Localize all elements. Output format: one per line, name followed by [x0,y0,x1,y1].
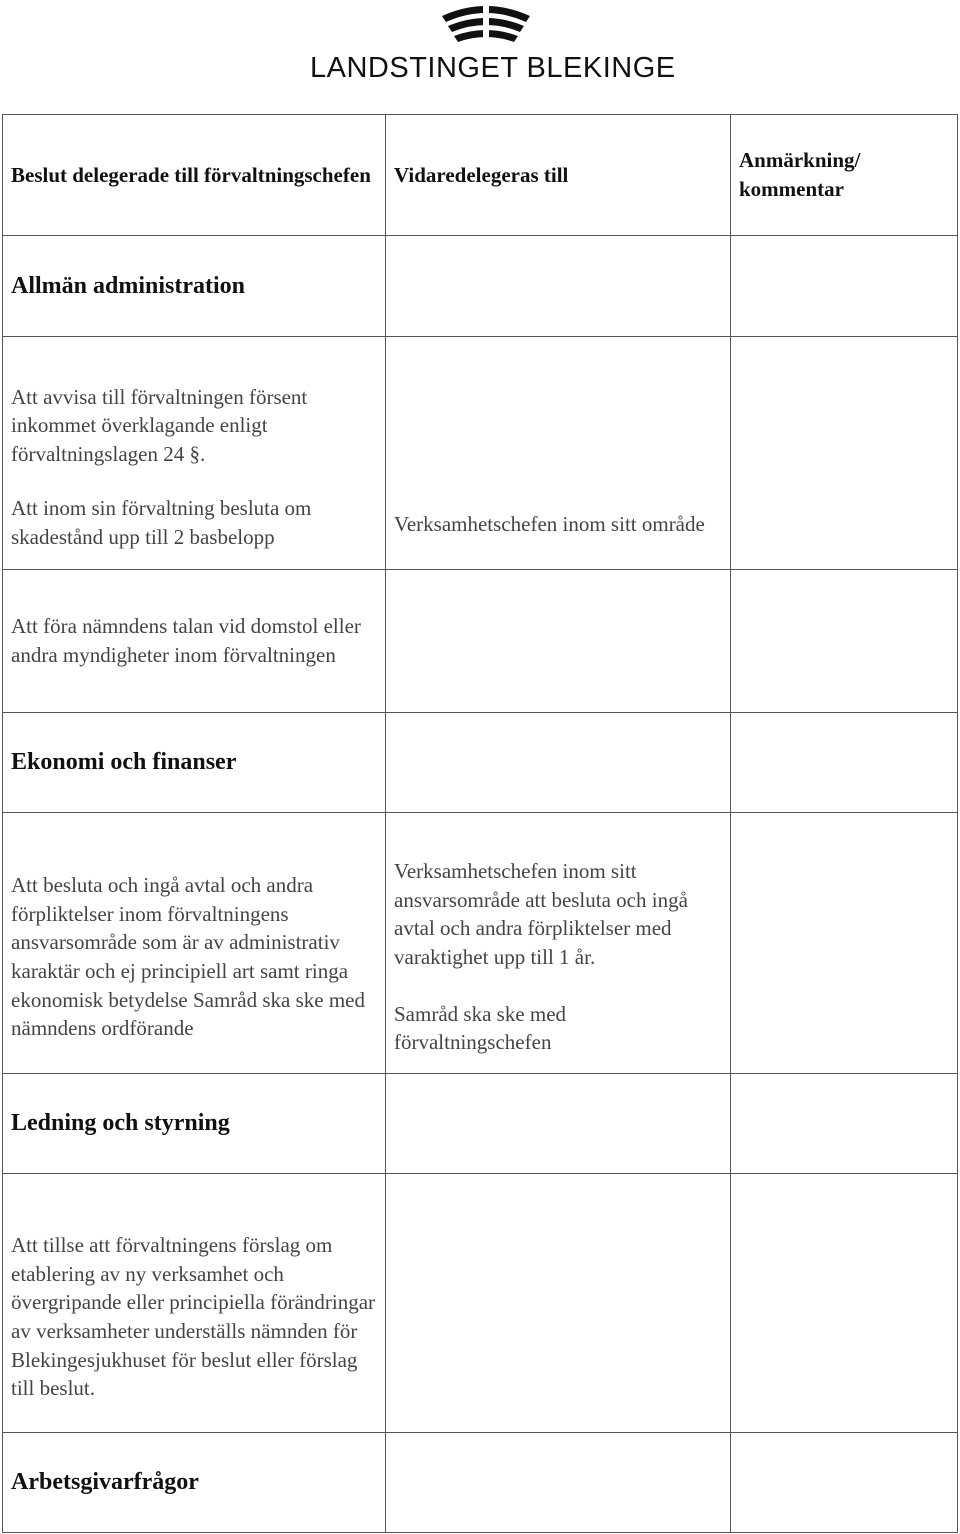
logo-text: LANDSTINGET BLEKINGE [310,52,676,84]
delegate-cell: Verksamhetschefen inom sitt område [386,337,731,570]
column-header-decision: Beslut delegerade till förvaltningschefen [3,115,386,236]
section-row [3,1433,958,1533]
section-row [3,713,958,813]
empty-cell [731,1074,958,1174]
decision-cell [3,337,386,570]
empty-cell [386,236,731,337]
delegate-cell [386,1174,731,1433]
section-title: Allmän administration [3,236,386,337]
delegate-text: Samråd ska ske med förvaltningschefen [394,1001,567,1055]
landstinget-blekinge-logo [300,0,680,96]
decision-text: Att avvisa till förvaltningen försent inkommet överklagande enligt förvaltningslagen 24 §. [11,384,308,467]
table-row [3,337,958,570]
decision-cell: Att föra nämndens talan vid domstol eller andra myndigheter inom förvaltningen [3,570,386,713]
empty-cell [731,236,958,337]
section-title: Arbetsgivarfrågor [3,1433,386,1533]
section-title: Ekonomi och finanser [3,713,386,813]
decision-cell: Att tillse att förvaltningens förslag om etablering av ny verksamhet och övergripande eller principiella förändringar av verksamheter underställs nämnden för Blekingesjukhuset för beslut eller förslag till beslut. [3,1174,386,1433]
comment-cell [731,570,958,713]
empty-cell [386,1074,731,1174]
section-title: Ledning och styrning [3,1074,386,1174]
table-row [3,1174,958,1433]
boat-emblem-icon [436,2,536,50]
comment-cell [731,1174,958,1433]
delegate-cell [386,570,731,713]
empty-cell [386,713,731,813]
column-header-delegate: Vidaredelegeras till [386,115,731,236]
decision-cell: Att besluta och ingå avtal och andra förpliktelser inom förvaltningens ansvarsområde som är av administrativ karaktär och ej principiell art samt ringa ekonomisk betydelse Samråd ska ske med nämndens ordförande [3,813,386,1074]
delegate-cell [386,813,731,1074]
delegation-table [2,114,958,1533]
table-row [3,570,958,713]
column-header-comment: Anmärkning/ kommentar [731,115,958,236]
section-row [3,236,958,337]
table-header-row [3,115,958,236]
comment-cell [731,337,958,570]
table-row [3,813,958,1074]
empty-cell [731,713,958,813]
comment-cell [731,813,958,1074]
delegate-text: Verksamhetschefen inom sitt ansvarsområde att besluta och ingå avtal och andra förpliktelser med varaktighet upp till 1 år. [394,858,688,969]
section-row [3,1074,958,1174]
empty-cell [386,1433,731,1533]
decision-text: Att inom sin förvaltning besluta om skadestånd upp till 2 basbelopp [11,495,312,549]
empty-cell [731,1433,958,1533]
